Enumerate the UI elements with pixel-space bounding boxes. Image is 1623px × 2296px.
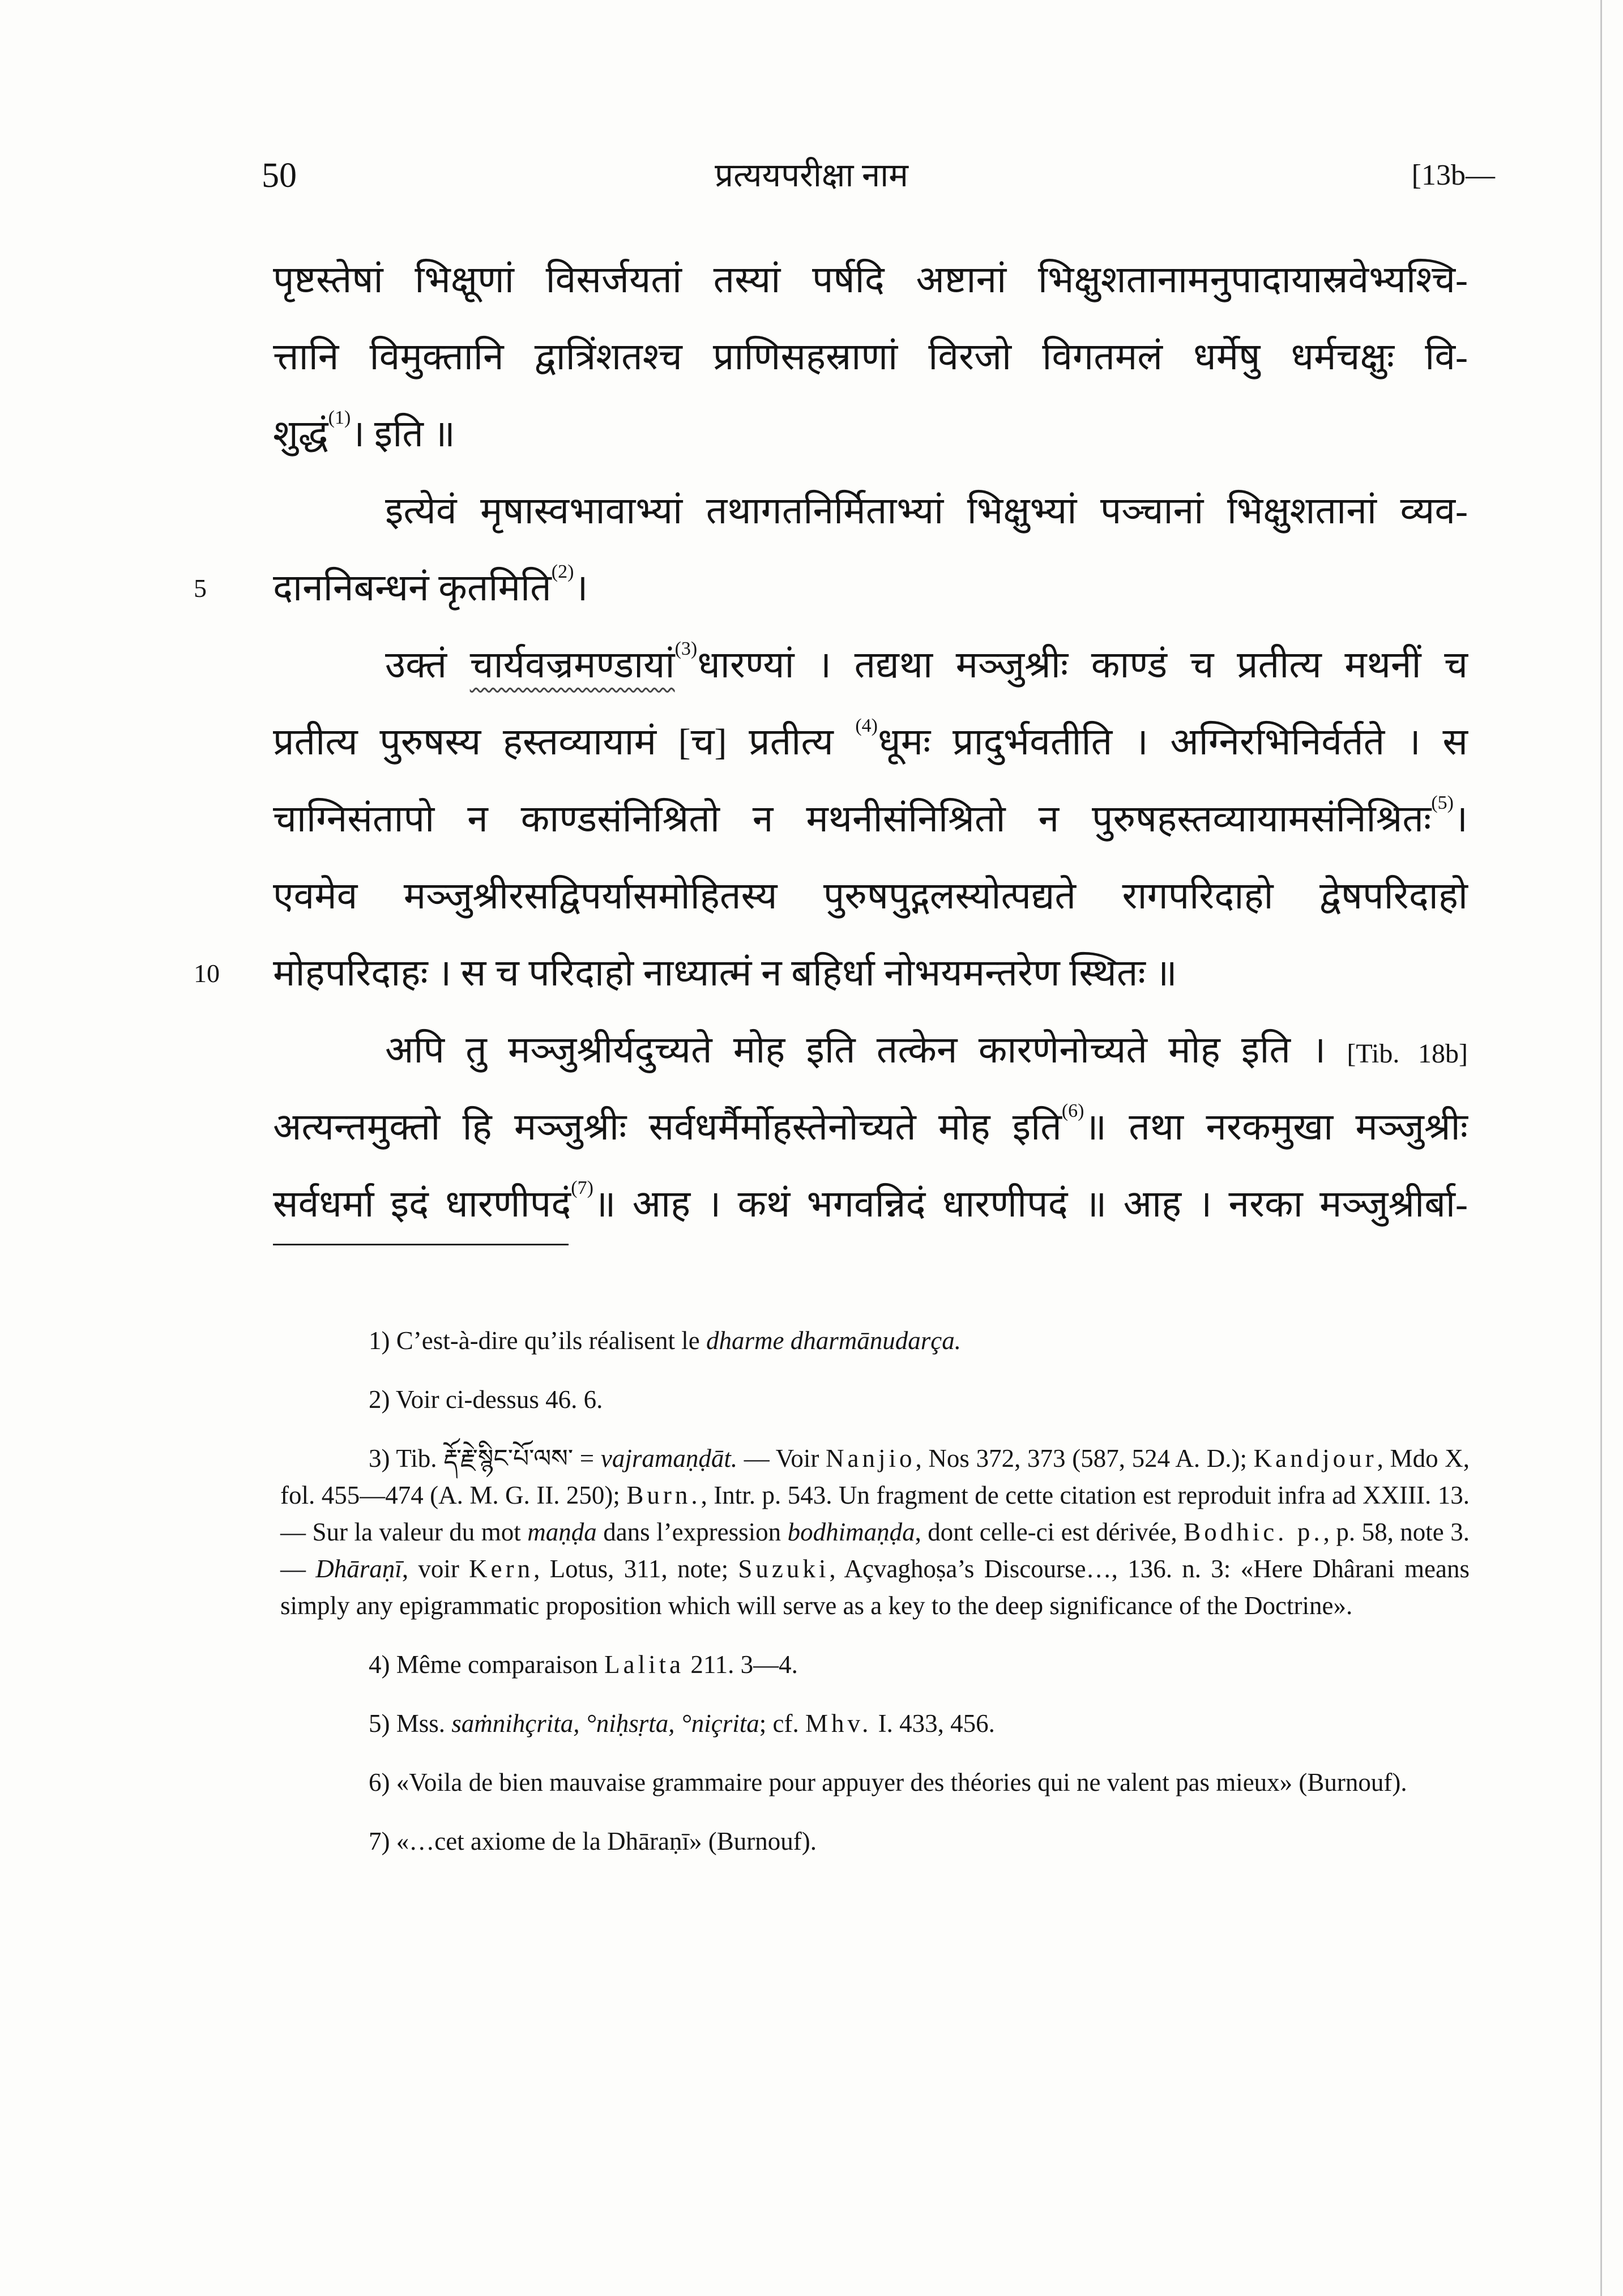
footnote-marker: (2) (551, 561, 574, 582)
text-segment: दाननिबन्धनं कृतमिति (273, 567, 552, 609)
text-segment: 211. 3—4. (684, 1650, 798, 1679)
text-segment: I. 433, 456. (872, 1709, 995, 1738)
footnote (280, 1823, 1470, 1860)
footnote-marker: (1) (328, 407, 351, 428)
author-name: Lalita (604, 1650, 685, 1679)
text-segment: dans l’expression (596, 1518, 788, 1546)
text-segment: — Voir (737, 1444, 826, 1473)
text-line (194, 935, 1468, 1012)
text-line (385, 473, 1468, 550)
text-segment: = (573, 1444, 601, 1473)
footnote (280, 1764, 1470, 1801)
text-segment: अपि तु मञ्जुश्रीर्यदुच्यते मोह इति तत्केन कारणेनोच्यते मोह इति । (385, 1030, 1347, 1071)
text-segment: इत्येवं मृषास्वभावाभ्यां तथागतनिर्मिताभ्यां भिक्षुभ्यां पञ्चानां भिक्षुशतानां व्यव- (385, 490, 1468, 532)
text-line (273, 858, 1468, 935)
text-segment: शुद्धं (273, 413, 328, 455)
italic-term: Dhāraṇī (315, 1555, 402, 1583)
footnote-marker: (6) (1061, 1100, 1084, 1121)
footnote-marker: (3) (674, 638, 698, 659)
text-segment: अत्यन्तमुक्तो हि मञ्जुश्रीः सर्वधर्मैर्मोहस्तेनोच्यते मोह इति (273, 1107, 1062, 1148)
page-edge-line (1600, 0, 1602, 2296)
text-segment: 5) Mss. (369, 1709, 452, 1738)
text-segment: धारण्यां । तद्यथा मञ्जुश्रीः काण्डं च प्रतीत्य मथनीं च (697, 645, 1468, 686)
text-segment: सर्वधर्मा इदं धारणीपदं (273, 1184, 571, 1225)
text-segment: त्तानि विमुक्तानि द्वात्रिंशतश्च प्राणिसहस्राणां विरजो विगतमलं धर्मेषु धर्मचक्षुः वि- (273, 336, 1468, 378)
text-segment: [Tib. 18b] (1347, 1039, 1468, 1069)
text-segment: ॥ आह । कथं भगवन्निदं धारणीपदं ॥ आह । नरका मञ्जुश्रीर्बा- (593, 1184, 1468, 1225)
text-segment: 4) Même comparaison (369, 1650, 605, 1679)
text-segment: 7) «…cet axiome de la Dhāraṇī» (Burnouf). (369, 1827, 817, 1855)
folio-reference: [13b— (1411, 159, 1495, 191)
text-segment: , p. 58, note 3. — (280, 1518, 1470, 1583)
footnote-marker: (5) (1431, 792, 1454, 813)
text-segment: 6) «Voila de bien mauvaise grammaire pour appuyer des théories qui ne valent pas mieux» (Burnouf). (369, 1768, 1407, 1796)
text-segment: , Lotus, 311, note; (533, 1555, 738, 1583)
text-line (273, 1089, 1468, 1166)
text-segment: उक्तं (385, 645, 470, 686)
footnote-marker: (4) (855, 715, 878, 736)
italic-term: dharme dharmānudarça. (706, 1326, 962, 1355)
text-segment: धूमः प्रादुर्भवतीति । अग्निरभिनिर्वर्तते । स (878, 722, 1468, 763)
text-segment: 3) Tib. (369, 1444, 444, 1473)
text-segment: ॥ तथा नरकमुखा मञ्जुश्रीः (1084, 1107, 1468, 1148)
tibetan-text: རྡོ་རྗེ་སྙིང་པོ་ལས་ (443, 1445, 574, 1473)
author-name: Kern (469, 1555, 534, 1583)
italic-term: saṁnihçrita, °niḥsṛta, °niçrita (451, 1709, 759, 1738)
text-line (273, 1166, 1468, 1243)
text-segment: चाग्निसंतापो न काण्डसंनिश्रितो न मथनीसंनिश्रितो न पुरुषहस्तव्यायामसंनिश्रितः (273, 799, 1432, 840)
footnote (280, 1705, 1470, 1742)
text-line (273, 781, 1468, 858)
footnote (280, 1440, 1470, 1624)
line-number: 10 (194, 959, 220, 988)
page-number: 50 (262, 156, 297, 195)
text-segment: , dont celle-ci est dérivée, (915, 1518, 1184, 1546)
author-name: Bodhic. p. (1184, 1518, 1323, 1546)
italic-term: bodhimaṇḍa (787, 1518, 915, 1546)
text-line (273, 396, 1468, 473)
footnote-separator (273, 1244, 569, 1245)
cited-title: चार्यवज्रमण्डायां (469, 645, 675, 686)
text-segment: मोहपरिदाहः । स च परिदाहो नाध्यात्मं न बहिर्धा नोभयमन्तरेण स्थितः ॥ (273, 953, 1177, 994)
text-line (194, 550, 1468, 627)
text-line (385, 1012, 1468, 1089)
text-segment: , Mdo X, fol. 455—474 (A. M. G. II. 250); (280, 1444, 1470, 1509)
line-number: 5 (194, 574, 207, 603)
footnote (280, 1381, 1470, 1418)
text-segment: एवमेव मञ्जुश्रीरसद्विपर्यासमोहितस्य पुरुषपुद्गलस्योत्पद्यते रागपरिदाहो द्वेषपरिदाहो (273, 876, 1468, 917)
text-segment: । (1453, 799, 1468, 840)
text-segment: पृष्टस्तेषां भिक्षूणां विसर्जयतां तस्यां पर्षदि अष्टानां भिक्षुशतानामनुपादायास्रवेभ्यश्चि- (273, 259, 1468, 301)
text-segment: , Nos 372, 373 (587, 524 A. D.); (915, 1444, 1254, 1473)
author-name: Mhv. (805, 1709, 872, 1738)
text-segment: । इति ॥ (351, 413, 455, 455)
footnote (280, 1322, 1470, 1359)
footnotes (280, 1322, 1470, 1882)
author-name: Nanjio (826, 1444, 916, 1473)
author-name: Suzuki (738, 1555, 830, 1583)
text-segment: । (574, 567, 588, 609)
italic-term: maṇḍa (527, 1518, 597, 1546)
text-segment: , Intr. p. 543. Un fragment de cette citation est reproduit infra ad XXIII. 13. — Sur la valeur du mot (280, 1481, 1470, 1546)
running-title: प्रत्ययपरीक्षा नाम (715, 157, 908, 194)
text-line (273, 242, 1468, 319)
italic-term: vajramaṇḍāt. (600, 1444, 738, 1473)
author-name: Kandjour (1253, 1444, 1377, 1473)
text-segment: ; cf. (759, 1709, 806, 1738)
text-segment: , voir (402, 1555, 469, 1583)
text-line (273, 704, 1468, 781)
text-segment: प्रतीत्य पुरुषस्य हस्तव्यायामं [च] प्रतीत्य (273, 722, 856, 763)
text-segment: , Açvaghoṣa’s Discourse…, 136. n. 3: «Here Dhârani means simply any epigrammatic proposition which will serve as a key to the deep significance of the Doctrine». (280, 1555, 1470, 1620)
text-line (273, 319, 1468, 396)
text-line (385, 627, 1468, 704)
text-segment: 1) C’est-à-dire qu’ils réalisent le (369, 1326, 707, 1355)
author-name: Burn. (626, 1481, 701, 1509)
footnote-marker: (7) (571, 1177, 593, 1198)
text-segment: 2) Voir ci-dessus 46. 6. (369, 1385, 603, 1414)
footnote (280, 1646, 1470, 1683)
